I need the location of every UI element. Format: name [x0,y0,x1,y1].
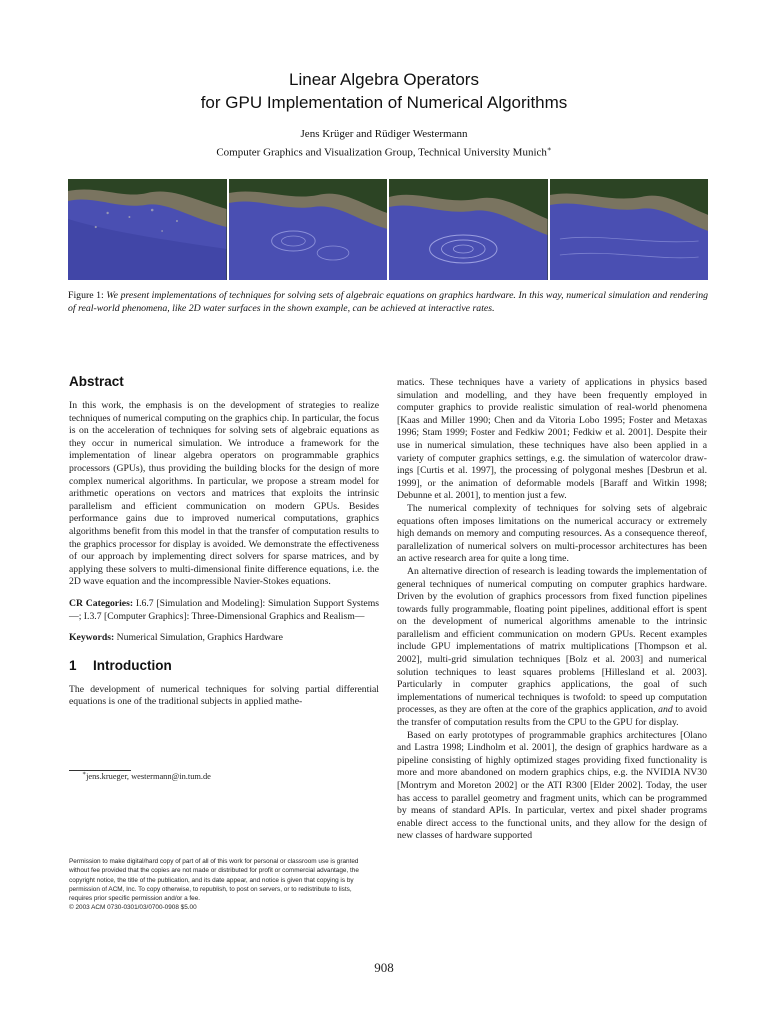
page-number: 908 [374,960,394,975]
cr-categories [69,598,379,623]
right-paragraph-3-start: An alternative direction of research is leading towards the implementation of general techniques of numerical computing on computer graphics hardware. Driven by the evolution of graphics processors from fixed function pipelines towards fully programmable, floating point pipelines, additional effort is spent on the development of numerical algorithms amenable to the intrinsic parallelism and efficient communication on modern GPUs. Recent examples include GPU implementations of matrix multiplications [Thompson et al. 2002], multi-grid simulation techniques [Bolz et al. 2003] and numerical solution techniques to least squares problems [Hillesland et al. 2003]. Particularly in computer graphics applications, the goal of such implementations of numerical techniques is twofold: to speed up computation processes, as they are often at the core of the graphics application, [397,565,707,716]
paper-title [0,68,768,114]
footnote-mark: ∗ [82,771,87,777]
right-column [397,377,707,843]
right-paragraph-3-end: to avoid the transfer of computation results from the CPU to the GPU for display. [397,704,707,729]
figure-panel-4 [550,179,709,280]
figure-caption-text: We present implementations of techniques for solving sets of algebraic equations on graphics hardware. In this way, numerical simulation and rendering of real-world phenomena, like 2D water surfaces in the shown example, can be achieved at interactive rates. [68,290,709,314]
copyright-line: © 2003 ACM 0730-0301/03/0700-0908 $5.00 [69,904,197,912]
left-column [69,373,379,709]
introduction-heading [69,657,379,675]
affiliation-footnote-mark: ∗ [546,145,552,153]
figure-panel-1 [68,179,227,280]
figure-panel-2 [229,179,388,280]
right-paragraph-3-emphasis: and [658,704,673,716]
keywords [69,632,379,645]
keywords-text: Numerical Simulation, Graphics Hardware [116,632,283,644]
right-paragraph-1: matics. These techniques have a variety of applications in physics based simulation and modelling, and they have been frequently employed in computer graphics to provide realistic simulation of real-world phenomena [Kaas and Miller 1990; Chen and da Vitoria Lobo 1995; Foster and Metaxas 1996; Stam 1999; Foster and Fedkiw 2001; Fedkiw et al. 2001]. Despite their use in numerical simulation, these techniques have also been applied in a variety of computer graphics settings, e.g. the simulation of watercolor drawings [Curtis et al. 1997], the processing of polygonal meshes [Desbrun et al. 1999], or the animation of deformable models [Baraff and Witkin 1998; Debunne et al. 2001], to mention just a few. [397,377,707,502]
figure-1-image-strip [68,179,708,280]
permission-text: Permission to make digital/hard copy of part of all of this work for personal or classroom use is granted without fee provided that the copies are not made or distributed for profit or commercial advantage, the copyright notice, the title of the publication, and its date appear, and notice is given that copying is by permission of ACM, Inc. To copy otherwise, to republish, to post on servers, or to redistribute to lists, requires prior specific permission and/or a fee. [69,858,359,903]
abstract-heading: Abstract [69,374,124,389]
author-affiliation: Computer Graphics and Visualization Group, Technical University Munich [216,146,547,159]
cr-categories-label: CR Categories: [69,597,134,609]
author-block [0,127,768,161]
abstract-body: In this work, the emphasis is on the development of strategies to realize techniques of numerical computing on the graphics chip. In particular, the focus is on the acceleration of techniques for solving sets of algebraic equations as they occur in numerical simulation. We introduce a framework for the implementation of linear algebra operators on programmable graphics processors (GPUs), thus providing the building blocks for the design of more complex numerical algorithms. In particular, we propose a stream model for arithmetic operations on vectors and matrices that exploits the intrinsic parallelism and efficient communication on modern GPUs. Besides performance gains due to improved numerical computations, graphics algorithms benefit from this model in that the transfer of computation results to the graphics processor for display is avoided. We demonstrate the effectiveness of our approach by implementing direct solvers for sparse matrices, and by applying these solvers to multi-dimensional finite difference equations, i.e. the 2D wave equation and the incompressible Navier-Stokes equations. [69,400,379,588]
footnote [82,769,382,782]
title-line-2: for GPU Implementation of Numerical Algorithms [200,93,568,112]
footnote-email: jens.krueger, westermann@in.tum.de [86,771,211,781]
section-title: Introduction [93,657,172,673]
figure-label: Figure 1: [68,290,104,301]
figure-1-caption [68,289,708,315]
keywords-label: Keywords: [69,632,115,644]
right-paragraph-4: Based on early prototypes of programmable graphics architectures [Olano and Lastra 1998; Lindholm et al. 2001], the design of graphics hardware as a pipeline consisting of highly optimized stages providing fixed functionality is more and more abandoned on modern graphics chips, e.g. the NVIDIA NV30 [Montrym and Moreton 2002] or the ATI R300 [Elder 2002]. Today, the user has access to parallel geometry and fragment units, which can be programmed by means of standard APIs. In particular, vertex and pixel shader programs enable direct access to the functional units, and they allow for the design of new classes of hardware supported [397,729,707,842]
permission-notice [69,857,369,913]
right-paragraph-3 [397,566,707,730]
right-paragraph-2: The numerical complexity of techniques for solving sets of algebraic equations often imposes limitations on the numerical accuracy or extremely high demands on memory and computing resources. As a consequence thereof, parallelization of numerical solvers on multi-processor architectures has been an active research area for quite a long time. [397,502,707,565]
cr-categories-text: I.6.7 [Simulation and Modeling]: Simulation Support Systems—; I.3.7 [Computer Graphics]: Three-Dimensional Graphics and Realism— [69,597,379,622]
introduction-paragraph-1: The development of numerical techniques for solving partial differential equations is one of the traditional subjects in applied mathe- [69,683,379,708]
section-number: 1 [69,657,77,673]
author-names: Jens Krüger and Rüdiger Westermann [300,128,468,140]
author-affiliation-line [0,142,768,161]
figure-panel-3 [389,179,548,280]
title-line-1: Linear Algebra Operators [289,70,479,89]
